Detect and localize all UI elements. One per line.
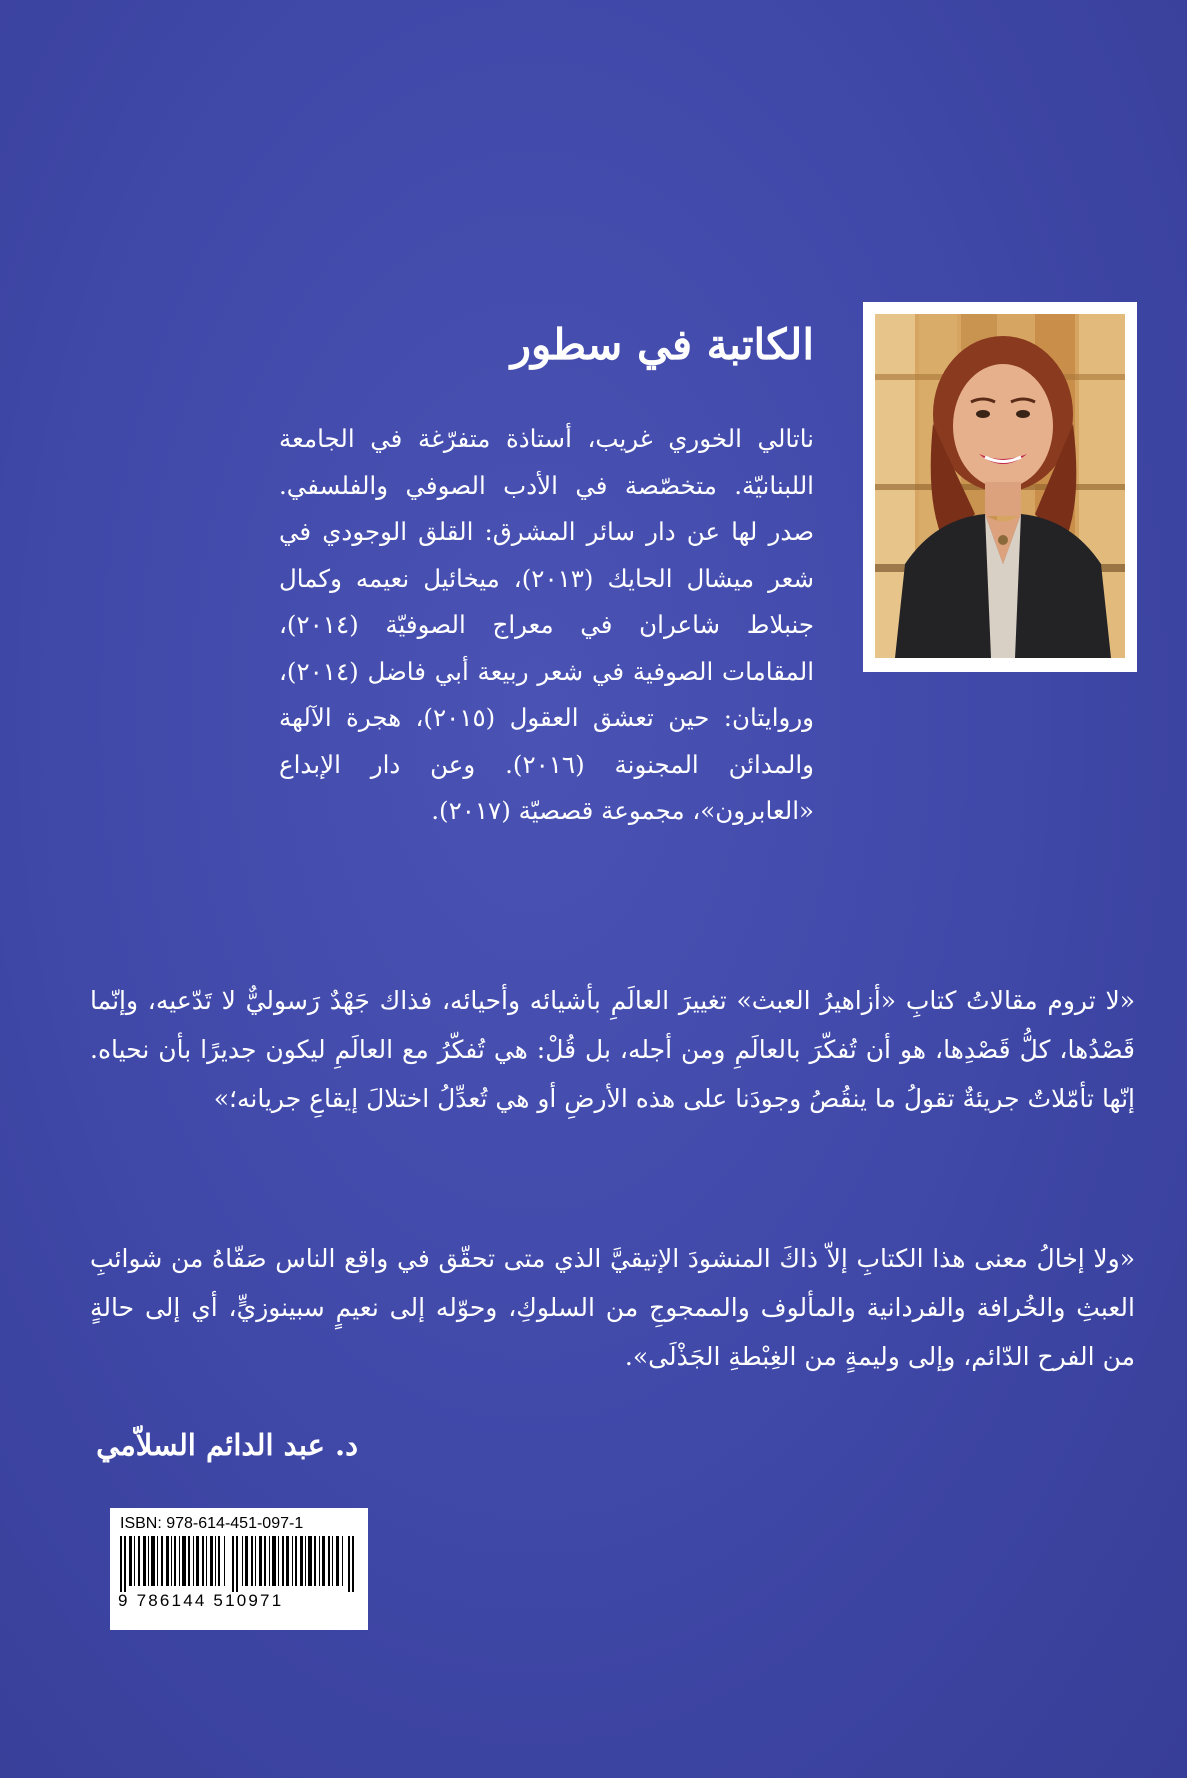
isbn-barcode-box <box>110 1508 368 1630</box>
barcode-digits: 9 786144 510971 <box>118 1591 284 1610</box>
quote-paragraph-2: «ولا إخالُ معنى هذا الكتابِ إلاّ ذاكَ المنشودَ الإتيقيَّ الذي متى تحقّق في واقع الناس صَفّاهُ من شوائبِ العبثِ والخُرافة والفردانية والمألوف والممجوجِ من السلوكِ، وحوّله إلى نعيمٍ سبينوزيٍّ، أي إلى حالةٍ من الفرح الدّائم، وإلى وليمةٍ من الغِبْطةِ الجَذْلَى». <box>90 1244 1135 1371</box>
author-portrait-illustration <box>875 314 1125 658</box>
author-bio: ناتالي الخوري غريب، أستاذة متفرّغة في الجامعة اللبنانيّة. متخصّصة في الأدب الصوفي والفلسفي. صدر لها عن دار سائر المشرق: القلق الوجودي في شعر ميشال الحايك (٢٠١٣)، ميخائيل نعيمه وكمال جنبلاط شاعران في معراج الصوفيّة (٢٠١٤)، المقامات الصوفية في شعر ربيعة أبي فاضل (٢٠١٤)، وروايتان: حين تعشق العقول (٢٠١٥)، هجرة الآلهة والمدائن المجنونة (٢٠١٦). وعن دار الإبداع «العابرون»، مجموعة قصصيّة (٢٠١٧). <box>279 424 814 825</box>
barcode-image <box>118 1536 360 1592</box>
section-title: الكاتبة في سطور <box>510 320 814 369</box>
quote-paragraph-1: «لا تروم مقالاتُ كتابِ «أزاهيرُ العبث» تغييرَ العالَمِ بأشيائه وأحيائه، فذاك جَهْدٌ رَسوليٌّ لا تَدّعيه، وإنّما قَصْدُها، كلُّ قَصْدِها، هو أن تُفكّرَ بالعالَمِ ومن أجله، بل قُلْ: هي تُفكّرُ مع العالَمِ ليكون جديرًا بأن نحياه. إنّها تأمّلاتٌ جريئةٌ تقولُ ما ينقُصُ وجودَنا على هذه الأرضِ أو هي تُعدِّلُ اختلالَ إيقاعِ جريانه؛» <box>90 986 1135 1113</box>
quote-signature: د. عبد الدائم السلاّمي <box>96 1428 358 1462</box>
author-photo <box>875 314 1125 658</box>
isbn-label: ISBN: 978-614-451-097-1 <box>120 1515 304 1532</box>
author-photo-frame <box>863 302 1137 672</box>
